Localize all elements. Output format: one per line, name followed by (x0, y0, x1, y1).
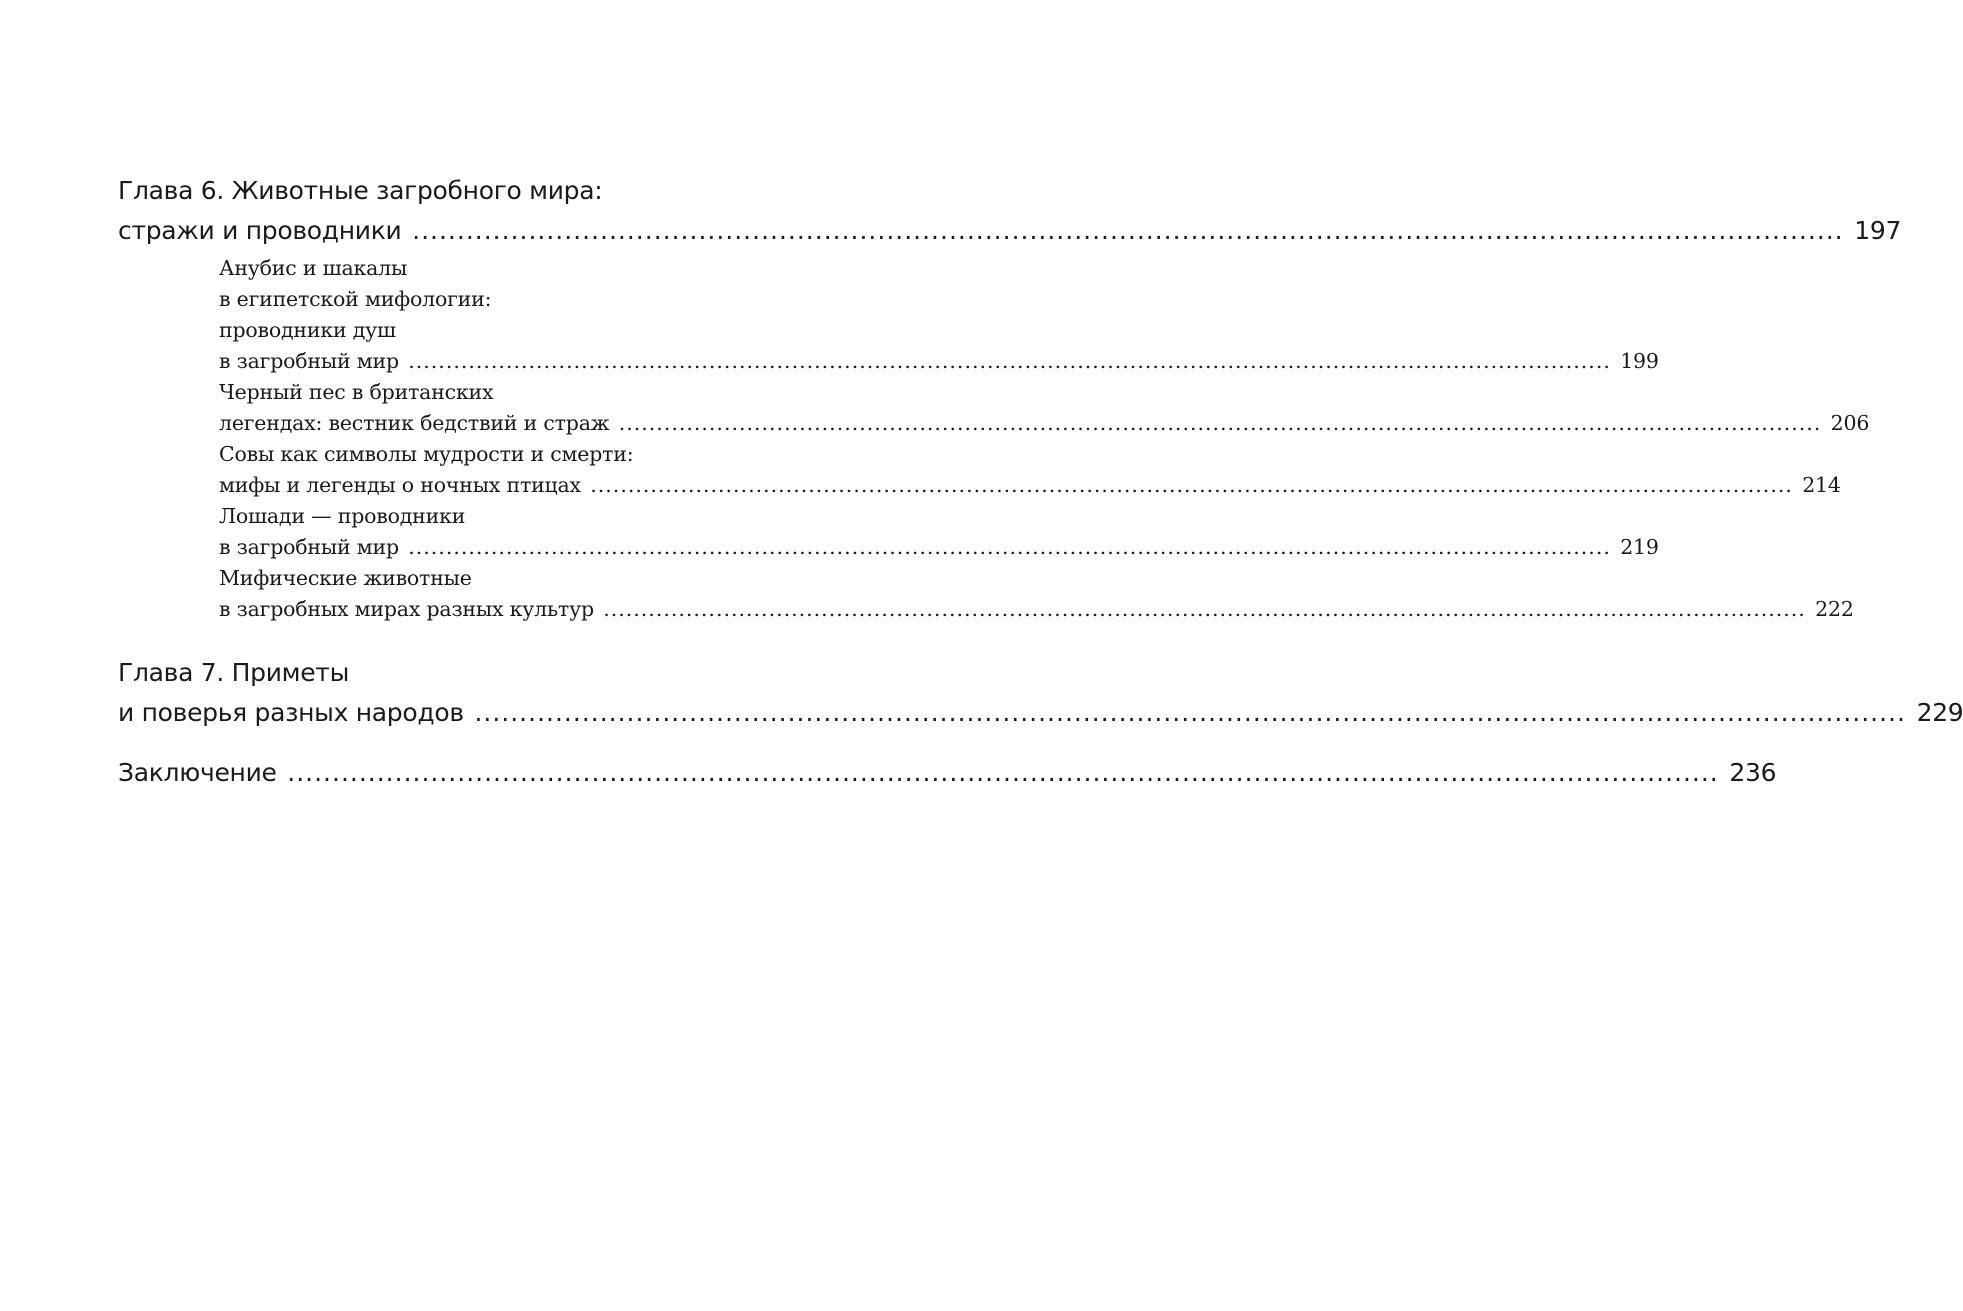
section-title-line: проводники душ (219, 318, 396, 342)
page-number: 206 (1830, 411, 1870, 435)
toc-section-mythical-animals[interactable] (219, 563, 1854, 625)
chapter-title-line: стражи и проводники (118, 216, 402, 245)
toc-chapter-6[interactable] (118, 171, 1902, 251)
toc-conclusion[interactable] (118, 753, 1777, 793)
page-number: 197 (1854, 216, 1902, 245)
table-of-contents (118, 171, 1963, 793)
section-title-last-line (219, 532, 1659, 563)
dot-leader (412, 216, 1843, 245)
chapter-title-last-line (118, 753, 1777, 793)
toc-section-anubis[interactable] (219, 253, 1659, 377)
section-title-last-line (219, 470, 1841, 501)
dot-leader (603, 597, 1806, 621)
section-title-last-line (219, 594, 1854, 625)
section-title-line: Совы как символы мудрости и смерти: (219, 442, 634, 466)
section-title-line: Лошади — проводники (219, 504, 466, 528)
section-title-last-line (219, 408, 1870, 439)
section-title-line: мифы и легенды о ночных птицах (219, 473, 581, 497)
section-title-line: Черный пес в британских (219, 380, 494, 404)
page-number: 236 (1729, 758, 1777, 787)
section-title-line: легендах: вестник бедствий и страж (219, 411, 610, 435)
section-title-line: Анубис и шакалы (219, 256, 408, 280)
chapter-title-line: и поверья разных народов (118, 698, 464, 727)
section-title-line: в загробный мир (219, 535, 399, 559)
chapter-title-line: Заключение (118, 758, 277, 787)
page-number: 214 (1802, 473, 1841, 497)
toc-section-horses[interactable] (219, 501, 1659, 563)
dot-leader (408, 535, 1611, 559)
section-title-line: в египетской мифологии: (219, 287, 492, 311)
page-number: 229 (1916, 698, 1963, 727)
page-number: 222 (1815, 597, 1854, 621)
toc-chapter-7[interactable] (118, 653, 1963, 733)
chapter-title-line: Глава 6. Животные загробного мира: (118, 176, 603, 205)
chapter-title-last-line (118, 211, 1902, 251)
dot-leader (474, 698, 1905, 727)
dot-leader (408, 349, 1611, 373)
chapter-title-line: Глава 7. Приметы (118, 658, 350, 687)
toc-section-owls[interactable] (219, 439, 1841, 501)
section-title-line: в загробных мирах разных культур (219, 597, 594, 621)
section-title-last-line (219, 346, 1659, 377)
page-number: 199 (1620, 349, 1659, 373)
toc-sections-chapter-6 (219, 253, 1870, 625)
chapter-title-last-line (118, 693, 1963, 733)
page-number: 219 (1620, 535, 1659, 559)
dot-leader (287, 758, 1718, 787)
section-title-line: Мифические животные (219, 566, 472, 590)
dot-leader (619, 411, 1822, 435)
dot-leader (590, 473, 1793, 497)
toc-section-black-dog[interactable] (219, 377, 1870, 439)
section-title-line: в загробный мир (219, 349, 399, 373)
